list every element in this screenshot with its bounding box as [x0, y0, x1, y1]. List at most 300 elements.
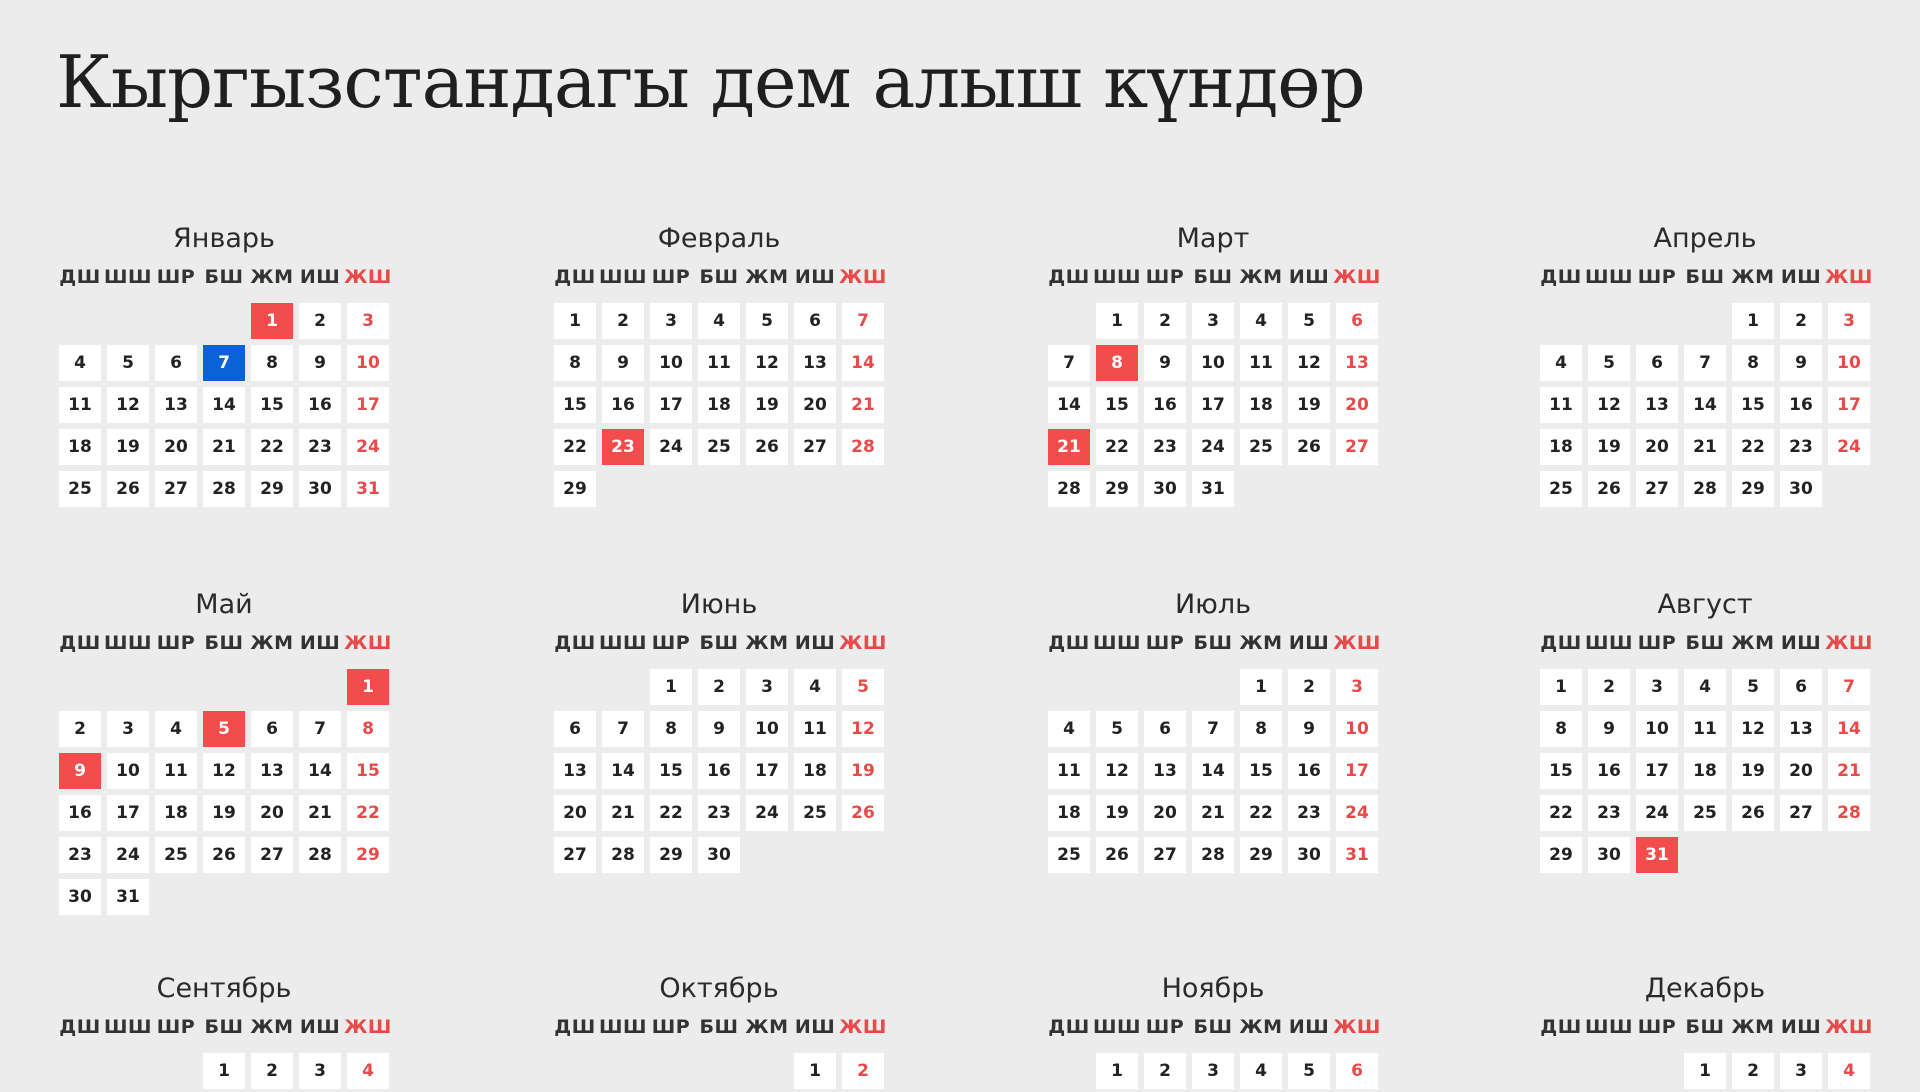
day-cell[interactable]: 28: [1192, 837, 1234, 873]
day-cell[interactable]: 2: [1288, 669, 1330, 705]
day-cell[interactable]: 6: [554, 711, 596, 747]
day-cell[interactable]: 4: [698, 303, 740, 339]
day-cell[interactable]: 16: [602, 387, 644, 423]
day-cell[interactable]: 22: [251, 429, 293, 465]
day-cell[interactable]: 3: [299, 1053, 341, 1089]
day-slot: [1777, 750, 1825, 792]
day-cell[interactable]: 1: [1240, 669, 1282, 705]
day-cell[interactable]: 5: [1288, 303, 1330, 339]
day-cell[interactable]: 31: [347, 471, 389, 507]
day-cell[interactable]: 23: [602, 429, 644, 465]
day-cell[interactable]: 5: [1732, 669, 1774, 705]
day-cell[interactable]: 3: [1636, 669, 1678, 705]
day-cell[interactable]: 7: [203, 345, 245, 381]
day-cell[interactable]: 7: [299, 711, 341, 747]
day-cell[interactable]: 6: [1780, 669, 1822, 705]
day-cell[interactable]: 27: [1636, 471, 1678, 507]
day-cell[interactable]: 8: [347, 711, 389, 747]
day-cell[interactable]: 25: [59, 471, 101, 507]
day-cell[interactable]: 16: [1780, 387, 1822, 423]
day-cell[interactable]: 14: [1828, 711, 1870, 747]
day-cell[interactable]: 14: [203, 387, 245, 423]
day-cell[interactable]: 26: [107, 471, 149, 507]
day-cell[interactable]: 19: [203, 795, 245, 831]
day-cell[interactable]: 13: [1336, 345, 1378, 381]
day-cell[interactable]: 26: [203, 837, 245, 873]
day-cell[interactable]: 11: [698, 345, 740, 381]
day-cell[interactable]: 16: [59, 795, 101, 831]
day-cell[interactable]: 15: [1732, 387, 1774, 423]
day-cell[interactable]: 27: [1336, 429, 1378, 465]
day-slot: [599, 792, 647, 834]
day-cell[interactable]: 15: [347, 753, 389, 789]
day-cell[interactable]: 26: [746, 429, 788, 465]
day-cell[interactable]: 1: [554, 303, 596, 339]
day-cell[interactable]: 16: [1144, 387, 1186, 423]
day-cell[interactable]: 8: [1540, 711, 1582, 747]
day-cell[interactable]: 1: [347, 669, 389, 705]
day-cell[interactable]: 1: [1096, 1053, 1138, 1089]
day-cell[interactable]: 4: [155, 711, 197, 747]
day-cell[interactable]: 2: [602, 303, 644, 339]
day-cell[interactable]: 26: [842, 795, 884, 831]
day-cell[interactable]: 1: [251, 303, 293, 339]
day-cell[interactable]: 13: [554, 753, 596, 789]
day-cell[interactable]: 29: [1240, 837, 1282, 873]
day-slot: [344, 426, 392, 468]
day-cell[interactable]: 4: [1240, 1053, 1282, 1089]
day-cell[interactable]: 25: [1684, 795, 1726, 831]
day-cell[interactable]: 21: [1192, 795, 1234, 831]
day-cell[interactable]: 24: [746, 795, 788, 831]
day-slot: [1537, 468, 1585, 510]
day-cell[interactable]: 26: [1288, 429, 1330, 465]
day-cell[interactable]: 18: [698, 387, 740, 423]
day-slot: [1141, 468, 1189, 510]
day-cell[interactable]: 3: [347, 303, 389, 339]
day-cell[interactable]: 21: [1684, 429, 1726, 465]
day-cell[interactable]: 5: [746, 303, 788, 339]
day-slot: [1189, 468, 1237, 510]
day-cell[interactable]: 5: [107, 345, 149, 381]
day-cell[interactable]: 25: [1048, 837, 1090, 873]
day-cell[interactable]: 30: [698, 837, 740, 873]
day-cell[interactable]: 27: [1780, 795, 1822, 831]
day-cell[interactable]: 5: [1096, 711, 1138, 747]
day-cell[interactable]: 18: [59, 429, 101, 465]
day-cell[interactable]: 19: [842, 753, 884, 789]
day-cell[interactable]: 3: [107, 711, 149, 747]
day-cell[interactable]: 1: [1540, 669, 1582, 705]
day-cell[interactable]: 18: [1240, 387, 1282, 423]
day-cell[interactable]: 9: [299, 345, 341, 381]
day-cell[interactable]: 21: [602, 795, 644, 831]
day-cell[interactable]: 17: [1336, 753, 1378, 789]
day-cell[interactable]: 1: [1684, 1053, 1726, 1089]
day-cell[interactable]: 23: [299, 429, 341, 465]
day-cell[interactable]: 17: [1192, 387, 1234, 423]
day-cell[interactable]: 21: [203, 429, 245, 465]
day-cell[interactable]: 9: [1588, 711, 1630, 747]
day-slot: [1285, 384, 1333, 426]
day-cell[interactable]: 10: [107, 753, 149, 789]
day-cell[interactable]: 28: [1828, 795, 1870, 831]
weekday-label: ЖМ: [250, 266, 294, 288]
day-cell[interactable]: 17: [1828, 387, 1870, 423]
day-cell[interactable]: 17: [107, 795, 149, 831]
day-cell[interactable]: 10: [347, 345, 389, 381]
day-cell[interactable]: 12: [1288, 345, 1330, 381]
day-cell[interactable]: 1: [650, 669, 692, 705]
day-cell[interactable]: 10: [1636, 711, 1678, 747]
day-slot: [647, 384, 695, 426]
day-cell[interactable]: 7: [1828, 669, 1870, 705]
day-cell[interactable]: 20: [794, 387, 836, 423]
day-cell[interactable]: 8: [1732, 345, 1774, 381]
day-cell[interactable]: 13: [794, 345, 836, 381]
day-cell[interactable]: 29: [1096, 471, 1138, 507]
day-slot: [551, 384, 599, 426]
day-cell[interactable]: 12: [1732, 711, 1774, 747]
day-cell[interactable]: 24: [650, 429, 692, 465]
day-cell[interactable]: 27: [251, 837, 293, 873]
day-cell[interactable]: 4: [1828, 1053, 1870, 1089]
month-name: Сентябрь: [156, 973, 292, 1004]
day-cell[interactable]: 19: [746, 387, 788, 423]
day-cell[interactable]: 10: [650, 345, 692, 381]
day-cell[interactable]: 10: [1336, 711, 1378, 747]
day-slot: [1633, 750, 1681, 792]
day-cell[interactable]: 15: [1240, 753, 1282, 789]
day-cell[interactable]: 16: [1288, 753, 1330, 789]
day-cell[interactable]: 24: [1828, 429, 1870, 465]
day-cell[interactable]: 28: [1048, 471, 1090, 507]
day-cell[interactable]: 20: [554, 795, 596, 831]
day-cell[interactable]: 29: [347, 837, 389, 873]
day-cell[interactable]: 4: [1048, 711, 1090, 747]
day-cell[interactable]: 25: [155, 837, 197, 873]
day-cell[interactable]: 12: [203, 753, 245, 789]
day-cell[interactable]: 28: [1684, 471, 1726, 507]
day-cell[interactable]: 5: [1588, 345, 1630, 381]
day-cell[interactable]: 30: [1144, 471, 1186, 507]
day-cell[interactable]: 15: [554, 387, 596, 423]
day-cell[interactable]: 27: [554, 837, 596, 873]
day-slot: [104, 384, 152, 426]
day-cell[interactable]: 2: [1780, 303, 1822, 339]
day-cell[interactable]: 24: [1336, 795, 1378, 831]
day-cell[interactable]: 27: [155, 471, 197, 507]
day-cell[interactable]: 3: [1192, 1053, 1234, 1089]
day-cell[interactable]: 25: [794, 795, 836, 831]
empty-day: [152, 666, 200, 708]
day-slot: [1285, 792, 1333, 834]
day-cell[interactable]: 3: [1336, 669, 1378, 705]
day-cell[interactable]: 22: [1732, 429, 1774, 465]
day-cell[interactable]: 21: [842, 387, 884, 423]
day-cell[interactable]: 26: [1732, 795, 1774, 831]
days-grid: [1045, 300, 1381, 510]
day-cell[interactable]: 3: [1828, 303, 1870, 339]
day-cell[interactable]: 28: [842, 429, 884, 465]
day-cell[interactable]: 13: [1780, 711, 1822, 747]
day-cell[interactable]: 5: [203, 711, 245, 747]
day-cell[interactable]: 1: [203, 1053, 245, 1089]
weekday-label: ЖМ: [1239, 1016, 1283, 1038]
weekday-label: ИШ: [794, 1016, 836, 1038]
day-slot: [791, 750, 839, 792]
day-cell[interactable]: 19: [1288, 387, 1330, 423]
day-cell[interactable]: 14: [1684, 387, 1726, 423]
weekday-label: ИШ: [1780, 1016, 1822, 1038]
day-cell[interactable]: 18: [1684, 753, 1726, 789]
day-cell[interactable]: 21: [1828, 753, 1870, 789]
day-cell[interactable]: 6: [794, 303, 836, 339]
day-cell[interactable]: 29: [1540, 837, 1582, 873]
day-cell[interactable]: 29: [650, 837, 692, 873]
day-slot: [1045, 426, 1093, 468]
day-cell[interactable]: 31: [1192, 471, 1234, 507]
day-cell[interactable]: 7: [602, 711, 644, 747]
day-cell[interactable]: 12: [107, 387, 149, 423]
day-cell[interactable]: 14: [842, 345, 884, 381]
day-cell[interactable]: 25: [1240, 429, 1282, 465]
day-cell[interactable]: 2: [59, 711, 101, 747]
day-cell[interactable]: 22: [347, 795, 389, 831]
day-cell[interactable]: 26: [1096, 837, 1138, 873]
day-cell[interactable]: 4: [347, 1053, 389, 1089]
day-cell[interactable]: 9: [59, 753, 101, 789]
day-cell[interactable]: 27: [1144, 837, 1186, 873]
day-cell[interactable]: 23: [1588, 795, 1630, 831]
day-cell[interactable]: 7: [1048, 345, 1090, 381]
day-cell[interactable]: 19: [1588, 429, 1630, 465]
day-cell[interactable]: 31: [1636, 837, 1678, 873]
day-cell[interactable]: 24: [1192, 429, 1234, 465]
day-cell[interactable]: 12: [1588, 387, 1630, 423]
day-cell[interactable]: 11: [1540, 387, 1582, 423]
day-cell[interactable]: 18: [155, 795, 197, 831]
day-cell[interactable]: 4: [59, 345, 101, 381]
day-cell[interactable]: 13: [1144, 753, 1186, 789]
day-cell[interactable]: 7: [842, 303, 884, 339]
day-cell[interactable]: 3: [1192, 303, 1234, 339]
day-cell[interactable]: 16: [1588, 753, 1630, 789]
day-cell[interactable]: 1: [1732, 303, 1774, 339]
day-cell[interactable]: 9: [698, 711, 740, 747]
day-cell[interactable]: 16: [299, 387, 341, 423]
day-cell[interactable]: 11: [794, 711, 836, 747]
day-cell[interactable]: 19: [1096, 795, 1138, 831]
day-cell[interactable]: 5: [1288, 1053, 1330, 1089]
day-cell[interactable]: 22: [554, 429, 596, 465]
day-cell[interactable]: 25: [1540, 471, 1582, 507]
day-slot: [839, 792, 887, 834]
day-cell[interactable]: 20: [1144, 795, 1186, 831]
day-cell[interactable]: 8: [1096, 345, 1138, 381]
day-cell[interactable]: 20: [1636, 429, 1678, 465]
day-slot: [152, 468, 200, 510]
day-cell[interactable]: 9: [602, 345, 644, 381]
day-cell[interactable]: 29: [1732, 471, 1774, 507]
day-cell[interactable]: 30: [1780, 471, 1822, 507]
day-cell[interactable]: 15: [251, 387, 293, 423]
day-cell[interactable]: 13: [155, 387, 197, 423]
day-cell[interactable]: 20: [1336, 387, 1378, 423]
day-cell[interactable]: 15: [650, 753, 692, 789]
day-cell[interactable]: 3: [1780, 1053, 1822, 1089]
day-cell[interactable]: 4: [794, 669, 836, 705]
day-cell[interactable]: 17: [1636, 753, 1678, 789]
day-cell[interactable]: 11: [1684, 711, 1726, 747]
day-cell[interactable]: 18: [1048, 795, 1090, 831]
day-cell[interactable]: 8: [554, 345, 596, 381]
empty-day: [56, 666, 104, 708]
day-cell[interactable]: 3: [746, 669, 788, 705]
day-cell[interactable]: 15: [1540, 753, 1582, 789]
day-cell[interactable]: 15: [1096, 387, 1138, 423]
day-slot: [1777, 342, 1825, 384]
day-cell[interactable]: 20: [1780, 753, 1822, 789]
day-cell[interactable]: 17: [650, 387, 692, 423]
day-cell[interactable]: 22: [1540, 795, 1582, 831]
day-cell[interactable]: 7: [1684, 345, 1726, 381]
weekday-label: ШР: [156, 632, 196, 654]
day-cell[interactable]: 8: [650, 711, 692, 747]
day-slot: [1045, 750, 1093, 792]
day-slot: [1681, 468, 1729, 510]
day-cell[interactable]: 30: [1288, 837, 1330, 873]
day-cell[interactable]: 11: [59, 387, 101, 423]
day-cell[interactable]: 6: [155, 345, 197, 381]
day-cell[interactable]: 17: [746, 753, 788, 789]
weekday-label: БШ: [1193, 266, 1233, 288]
day-cell[interactable]: 1: [1096, 303, 1138, 339]
month-5: [551, 588, 887, 876]
day-cell[interactable]: 9: [1288, 711, 1330, 747]
day-cell[interactable]: 8: [251, 345, 293, 381]
day-slot: [1537, 708, 1585, 750]
day-cell[interactable]: 23: [1780, 429, 1822, 465]
day-cell[interactable]: 10: [1828, 345, 1870, 381]
day-cell[interactable]: 29: [251, 471, 293, 507]
day-cell[interactable]: 12: [842, 711, 884, 747]
day-cell[interactable]: 14: [602, 753, 644, 789]
day-cell[interactable]: 13: [1636, 387, 1678, 423]
day-cell[interactable]: 28: [299, 837, 341, 873]
day-cell[interactable]: 20: [155, 429, 197, 465]
weekday-label: ШР: [651, 1016, 691, 1038]
day-cell[interactable]: 14: [299, 753, 341, 789]
day-cell[interactable]: 3: [650, 303, 692, 339]
day-cell[interactable]: 4: [1240, 303, 1282, 339]
day-cell[interactable]: 30: [59, 879, 101, 915]
day-cell[interactable]: 30: [299, 471, 341, 507]
day-cell[interactable]: 1: [794, 1053, 836, 1089]
day-slot: [1537, 750, 1585, 792]
day-cell[interactable]: 24: [347, 429, 389, 465]
day-cell[interactable]: 10: [1192, 345, 1234, 381]
day-cell[interactable]: 4: [1684, 669, 1726, 705]
day-cell[interactable]: 2: [842, 1053, 884, 1089]
day-cell[interactable]: 26: [1588, 471, 1630, 507]
day-cell[interactable]: 10: [746, 711, 788, 747]
day-cell[interactable]: 2: [299, 303, 341, 339]
day-cell[interactable]: 6: [1636, 345, 1678, 381]
day-cell[interactable]: 12: [1096, 753, 1138, 789]
day-cell[interactable]: 31: [107, 879, 149, 915]
day-cell[interactable]: 11: [1048, 753, 1090, 789]
day-cell[interactable]: 9: [1144, 345, 1186, 381]
day-cell[interactable]: 28: [602, 837, 644, 873]
day-cell[interactable]: 22: [650, 795, 692, 831]
day-cell[interactable]: 2: [1144, 303, 1186, 339]
day-cell[interactable]: 12: [746, 345, 788, 381]
day-cell[interactable]: 31: [1336, 837, 1378, 873]
day-cell[interactable]: 22: [1096, 429, 1138, 465]
day-cell[interactable]: 16: [698, 753, 740, 789]
day-slot: [1585, 750, 1633, 792]
day-cell[interactable]: 4: [1540, 345, 1582, 381]
day-cell[interactable]: 6: [1144, 711, 1186, 747]
day-cell[interactable]: 5: [842, 669, 884, 705]
day-cell[interactable]: 17: [347, 387, 389, 423]
day-cell[interactable]: 23: [1288, 795, 1330, 831]
day-cell[interactable]: 18: [794, 753, 836, 789]
weekday-label: ЖШ: [839, 632, 887, 654]
day-cell[interactable]: 11: [1240, 345, 1282, 381]
month-name: Декабрь: [1644, 973, 1766, 1004]
day-cell[interactable]: 2: [1588, 669, 1630, 705]
day-slot: [839, 300, 887, 342]
day-cell[interactable]: 18: [1540, 429, 1582, 465]
day-cell[interactable]: 2: [1732, 1053, 1774, 1089]
day-cell[interactable]: 2: [1144, 1053, 1186, 1089]
day-cell[interactable]: 20: [251, 795, 293, 831]
day-cell[interactable]: 19: [1732, 753, 1774, 789]
day-cell[interactable]: 25: [698, 429, 740, 465]
day-cell[interactable]: 23: [59, 837, 101, 873]
day-cell[interactable]: 21: [299, 795, 341, 831]
day-cell[interactable]: 6: [251, 711, 293, 747]
day-cell[interactable]: 2: [698, 669, 740, 705]
day-slot: [647, 300, 695, 342]
day-cell[interactable]: 13: [251, 753, 293, 789]
day-cell[interactable]: 9: [1780, 345, 1822, 381]
day-cell[interactable]: 6: [1336, 1053, 1378, 1089]
day-cell[interactable]: 27: [794, 429, 836, 465]
day-cell[interactable]: 6: [1336, 303, 1378, 339]
day-cell[interactable]: 24: [107, 837, 149, 873]
day-cell[interactable]: 2: [251, 1053, 293, 1089]
day-slot: [1777, 384, 1825, 426]
day-cell[interactable]: 7: [1192, 711, 1234, 747]
day-cell[interactable]: 14: [1192, 753, 1234, 789]
day-cell[interactable]: 24: [1636, 795, 1678, 831]
day-cell[interactable]: 22: [1240, 795, 1282, 831]
day-cell[interactable]: 23: [1144, 429, 1186, 465]
days-grid: [1537, 666, 1873, 876]
day-cell[interactable]: 14: [1048, 387, 1090, 423]
day-cell[interactable]: 23: [698, 795, 740, 831]
day-cell[interactable]: 11: [155, 753, 197, 789]
day-cell[interactable]: 30: [1588, 837, 1630, 873]
day-cell[interactable]: 21: [1048, 429, 1090, 465]
day-cell[interactable]: 29: [554, 471, 596, 507]
day-cell[interactable]: 28: [203, 471, 245, 507]
day-cell[interactable]: 8: [1240, 711, 1282, 747]
day-cell[interactable]: 19: [107, 429, 149, 465]
